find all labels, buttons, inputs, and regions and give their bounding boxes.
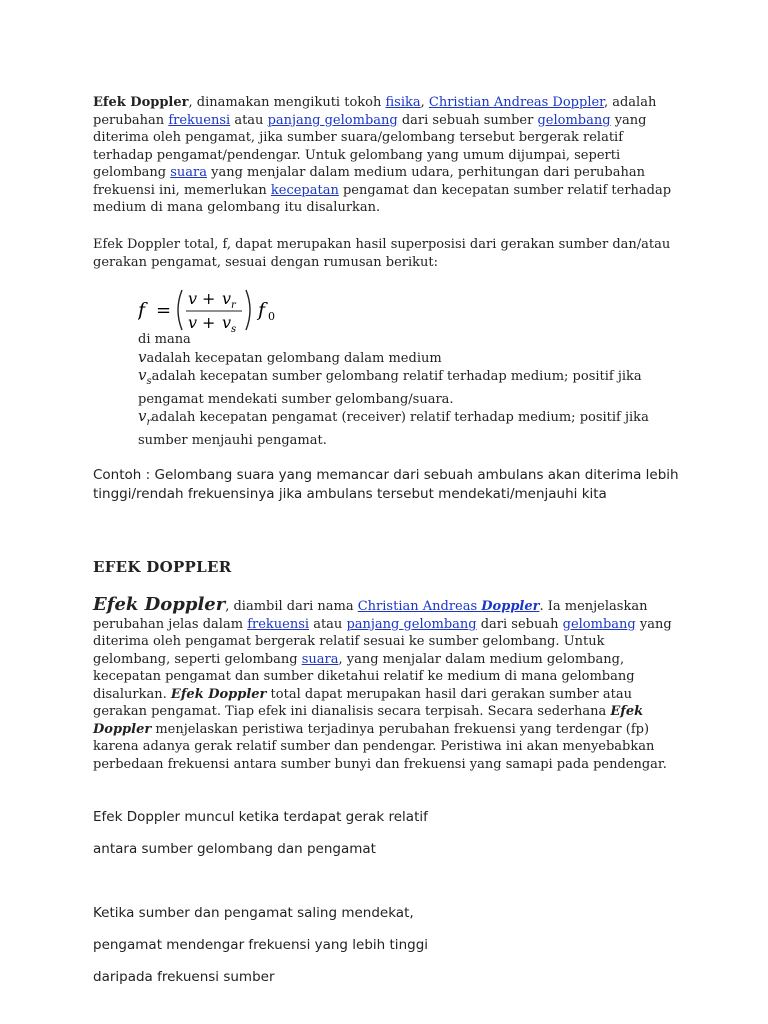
intro-paragraph: Efek Doppler, dinamakan mengikuti tokoh fisika, Christian Andreas Doppler, adalah perubahan frekuensi atau panjang gelombang dari sebuah sumber gelombang yang diterima oleh pengamat, jika sumber suara/gelombang tersebut bergerak relatif terhadap pengamat/pendengar. Untuk gelombang yang umum dijumpai, seperti gelombang suara yang menjalar dalam medium udara, perhitungan dari perubahan frekuensi ini, memerlukan kecepatan pengamat dan kecepatan sumber relatif terhadap medium di mana gelombang itu disalurkan. (93, 95, 672, 215)
link-kecepatan[interactable]: kecepatan (270, 182, 339, 198)
line-1: Efek Doppler muncul ketika terdapat gerak relatif (93, 809, 428, 825)
di-mana-label: di mana (138, 332, 191, 347)
line-2: antara sumber gelombang dan pengamat (93, 841, 376, 857)
section-heading: EFEK DOPPLER (93, 558, 232, 576)
doppler-formula (138, 284, 298, 336)
link-gelombang[interactable]: gelombang (537, 112, 611, 128)
term-efek-doppler: Efek Doppler (93, 95, 189, 110)
link-gelombang-2[interactable]: gelombang (562, 616, 636, 632)
formula-num-r: r (231, 300, 236, 311)
formula-num-v: v (188, 289, 198, 308)
formula-num-plus: + (202, 289, 216, 308)
link-panjang-gelombang[interactable]: panjang gelombang (267, 112, 398, 128)
link-panjang-gelombang-2[interactable]: panjang gelombang (346, 616, 477, 632)
link-suara-2[interactable]: suara (301, 651, 339, 667)
formula-definitions (138, 331, 683, 449)
line-3: Ketika sumber dan pengamat saling mendekat, (93, 905, 414, 921)
link-christian-andreas-doppler[interactable]: Christian Andreas Doppler (428, 95, 604, 110)
link-suara[interactable]: suara (170, 165, 207, 180)
formula-f: f (138, 299, 146, 321)
line-5: daripada frekuensi sumber (93, 969, 275, 985)
total-effect-paragraph: Efek Doppler total, f, dapat merupakan hasil superposisi dari gerakan sumber dan/atau gerakan pengamat, sesuai dengan rumusan berikut: (93, 237, 671, 270)
formula-den-v: v (188, 313, 198, 332)
formula-right-paren (246, 290, 250, 330)
formula-num-vr: v (222, 289, 232, 308)
second-paragraph: Efek Doppler, diambil dari nama Christian Andreas Doppler. Ia menjelaskan perubahan jelas dalam frekuensi atau panjang gelombang dari sebuah gelombang yang diterima oleh pengamat bergerak relatif sesuai ke sumber gelombang. Untuk gelombang, seperti gelombang suara, yang menjalar dalam medium gelombang, kecepatan pengamat dan sumber diketahui relatif ke medium di mana gelombang disalurkan. Efek Doppler total dapat merupakan hasil dari gerakan sumber atau gerakan pengamat. Tiap efek ini dianalisis secara terpisah. Secara sederhana Efek Doppler menjelaskan peristiwa terjadinya perubahan frekuensi yang terdengar (fp) karena adanya gerak relatif sumber dan pendengar. Peristiwa ini akan menyebabkan perbedaan frekuensi antara sumber bunyi dan frekuensi yang samapi pada pendengar. (93, 594, 672, 772)
formula-equals: = (156, 300, 172, 321)
definition-vs: $v_sadalah$ kecepatan sumber gelombang relatif terhadap medium; positif jika pengamat mendekati sumber gelombang/suara. (138, 366, 642, 407)
formula-f0: f (258, 299, 266, 321)
link-christian-andreas[interactable]: Christian Andreas Doppler (357, 599, 540, 614)
definition-vr: $v_radalah$ kecepatan pengamat (receiver) relatif terhadap medium; positif jika sumber menjauhi pengamat. (138, 407, 649, 448)
link-frekuensi[interactable]: frekuensi (168, 112, 231, 128)
formula-den-plus: + (202, 313, 216, 332)
link-frekuensi-2[interactable]: frekuensi (247, 616, 310, 632)
line-4: pengamat mendengar frekuensi yang lebih tinggi (93, 937, 429, 953)
example-paragraph: Contoh : Gelombang suara yang memancar dari sebuah ambulans akan diterima lebih tinggi/rendah frekuensinya jika ambulans tersebut mendekati/menjauhi kita (93, 467, 679, 502)
formula-left-paren (178, 290, 182, 330)
link-fisika[interactable]: fisika (385, 95, 421, 110)
formula-den-s: s (231, 324, 237, 335)
term-efek-doppler-large: Efek Doppler (93, 594, 226, 615)
definition-v: vadalah kecepatan gelombang dalam medium (138, 347, 442, 366)
formula-f0-sub: 0 (268, 310, 275, 323)
formula-den-vs: v (222, 313, 232, 332)
